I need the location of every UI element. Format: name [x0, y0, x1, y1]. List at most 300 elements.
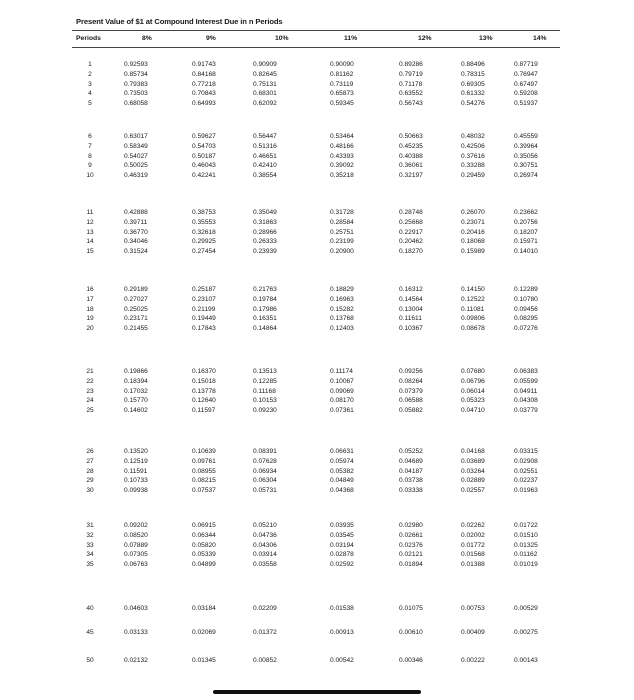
- value-cell: 0.00409: [461, 629, 485, 636]
- value-cell: 0.79383: [124, 80, 148, 88]
- value-cell: 0.03914: [253, 551, 277, 559]
- value-cell: 0.77218: [192, 80, 216, 88]
- value-cell: 0.29925: [192, 238, 216, 246]
- value-cell: 0.92593: [124, 61, 148, 68]
- value-cell: 0.48166: [330, 142, 354, 150]
- value-cell: 0.07361: [330, 407, 354, 415]
- period-cell: 28: [86, 467, 94, 475]
- value-cell: 0.12289: [514, 286, 538, 293]
- value-cell: 0.02551: [514, 467, 538, 475]
- value-cell: 0.61332: [461, 90, 485, 98]
- header-rate-10: 10%: [275, 35, 289, 42]
- value-cell: 0.88496: [461, 61, 485, 68]
- value-cell: 0.39964: [514, 142, 538, 150]
- value-cell: 0.13513: [253, 368, 277, 375]
- period-cell: 6: [88, 133, 92, 140]
- value-cell: 0.85734: [124, 70, 148, 78]
- value-cell: 0.06796: [461, 377, 485, 385]
- value-cell: 0.06588: [399, 397, 423, 405]
- value-cell: 0.69305: [461, 80, 485, 88]
- value-cell: 0.11174: [330, 368, 353, 375]
- period-cell: 23: [86, 387, 94, 395]
- value-cell: 0.22917: [399, 228, 423, 236]
- value-cell: 0.45559: [514, 133, 538, 140]
- value-cell: 0.42888: [124, 209, 148, 216]
- value-cell: 0.13520: [124, 448, 148, 455]
- value-cell: 0.02209: [253, 605, 277, 612]
- table-title: Present Value of $1 at Compound Interest Due in n Periods: [76, 17, 283, 26]
- value-cell: 0.19449: [192, 315, 216, 323]
- value-cell: 0.25187: [192, 286, 216, 293]
- value-cell: 0.13768: [330, 315, 354, 323]
- value-cell: 0.08678: [461, 325, 485, 333]
- period-cell: 32: [86, 531, 94, 539]
- value-cell: 0.18207: [514, 228, 538, 236]
- value-cell: 0.01538: [330, 605, 354, 612]
- value-cell: 0.03194: [330, 541, 354, 549]
- period-cell: 34: [86, 551, 94, 559]
- value-cell: 0.11597: [192, 407, 216, 415]
- value-cell: 0.25751: [330, 228, 354, 236]
- value-cell: 0.16370: [192, 368, 216, 375]
- value-cell: 0.59345: [330, 100, 354, 108]
- value-cell: 0.00275: [514, 629, 538, 636]
- period-cell: 10: [86, 172, 94, 180]
- value-cell: 0.01894: [399, 561, 423, 569]
- value-cell: 0.23107: [192, 295, 216, 303]
- value-cell: 0.00346: [399, 657, 423, 664]
- value-cell: 0.05382: [330, 467, 354, 475]
- period-cell: 1: [88, 61, 92, 68]
- value-cell: 0.14150: [461, 286, 485, 293]
- value-cell: 0.07276: [514, 325, 538, 333]
- value-cell: 0.73503: [124, 90, 148, 98]
- value-cell: 0.63017: [124, 133, 148, 140]
- value-cell: 0.01388: [461, 561, 485, 569]
- value-cell: 0.15971: [514, 238, 538, 246]
- value-cell: 0.02592: [330, 561, 354, 569]
- value-cell: 0.06631: [330, 448, 354, 455]
- value-cell: 0.28584: [330, 218, 354, 226]
- value-cell: 0.10780: [514, 295, 538, 303]
- header-rate-13: 13%: [479, 35, 493, 42]
- value-cell: 0.03545: [330, 531, 354, 539]
- value-cell: 0.20462: [399, 238, 423, 246]
- period-cell: 5: [88, 100, 92, 108]
- value-cell: 0.06014: [461, 387, 485, 395]
- period-cell: 2: [88, 70, 92, 78]
- value-cell: 0.23662: [514, 209, 538, 216]
- value-cell: 0.14564: [399, 295, 423, 303]
- value-cell: 0.36061: [399, 162, 423, 170]
- value-cell: 0.08520: [124, 531, 148, 539]
- value-cell: 0.16963: [330, 295, 354, 303]
- value-cell: 0.11591: [124, 467, 148, 475]
- value-cell: 0.20900: [330, 248, 354, 256]
- period-cell: 21: [86, 368, 94, 375]
- value-cell: 0.21763: [253, 286, 277, 293]
- period-cell: 8: [88, 152, 92, 160]
- value-cell: 0.12285: [253, 377, 277, 385]
- period-cell: 26: [86, 448, 94, 455]
- value-cell: 0.17032: [124, 387, 148, 395]
- value-cell: 0.03133: [124, 629, 148, 636]
- value-cell: 0.27027: [124, 295, 148, 303]
- value-cell: 0.01162: [514, 551, 538, 559]
- value-cell: 0.18394: [124, 377, 148, 385]
- period-cell: 13: [86, 228, 94, 236]
- period-cell: 24: [86, 397, 94, 405]
- value-cell: 0.00852: [253, 657, 277, 664]
- value-cell: 0.12522: [461, 295, 485, 303]
- value-cell: 0.28966: [253, 228, 277, 236]
- value-cell: 0.02557: [461, 487, 485, 495]
- value-cell: 0.15989: [461, 248, 485, 256]
- table-row: [72, 98, 560, 109]
- value-cell: 0.28748: [399, 209, 423, 216]
- value-cell: 0.38554: [253, 172, 277, 180]
- value-cell: 0.23071: [461, 218, 485, 226]
- table-row: [72, 655, 560, 666]
- period-cell: 25: [86, 407, 94, 415]
- value-cell: 0.00542: [330, 657, 354, 664]
- value-cell: 0.09456: [514, 305, 538, 313]
- value-cell: 0.78315: [461, 70, 485, 78]
- value-cell: 0.11611: [399, 315, 422, 323]
- header-periods: Periods: [76, 35, 101, 42]
- value-cell: 0.04736: [253, 531, 277, 539]
- value-cell: 0.29189: [124, 286, 148, 293]
- period-cell: 7: [88, 142, 92, 150]
- period-cell: 33: [86, 541, 94, 549]
- period-cell: 19: [86, 315, 94, 323]
- value-cell: 0.18829: [330, 286, 354, 293]
- value-cell: 0.21199: [192, 305, 216, 313]
- value-cell: 0.90909: [253, 61, 277, 68]
- value-cell: 0.01019: [514, 561, 538, 569]
- header-rate-9: 9%: [206, 35, 216, 42]
- value-cell: 0.70843: [192, 90, 216, 98]
- value-cell: 0.17986: [253, 305, 277, 313]
- period-cell: 3: [88, 80, 92, 88]
- value-cell: 0.00529: [514, 605, 538, 612]
- home-indicator[interactable]: [213, 690, 421, 694]
- period-cell: 4: [88, 90, 92, 98]
- value-cell: 0.05210: [253, 522, 277, 529]
- value-cell: 0.04368: [330, 487, 354, 495]
- value-cell: 0.20756: [514, 218, 538, 226]
- value-cell: 0.08215: [192, 477, 216, 485]
- value-cell: 0.10733: [124, 477, 148, 485]
- value-cell: 0.10639: [192, 448, 216, 455]
- value-cell: 0.02980: [399, 522, 423, 529]
- value-cell: 0.75131: [253, 80, 277, 88]
- value-cell: 0.00222: [461, 657, 485, 664]
- value-cell: 0.39092: [330, 162, 354, 170]
- value-cell: 0.79719: [399, 70, 423, 78]
- value-cell: 0.08264: [399, 377, 423, 385]
- period-cell: 14: [86, 238, 94, 246]
- value-cell: 0.05339: [192, 551, 216, 559]
- table-row: [72, 405, 560, 416]
- value-cell: 0.16351: [253, 315, 277, 323]
- value-cell: 0.35553: [192, 218, 216, 226]
- value-cell: 0.01963: [514, 487, 538, 495]
- table-row: [72, 485, 560, 496]
- value-cell: 0.21455: [124, 325, 148, 333]
- value-cell: 0.02121: [399, 551, 423, 559]
- value-cell: 0.01372: [253, 629, 277, 636]
- value-cell: 0.25025: [124, 305, 148, 313]
- value-cell: 0.18068: [461, 238, 485, 246]
- value-cell: 0.04168: [461, 448, 485, 455]
- value-cell: 0.23199: [330, 238, 354, 246]
- value-cell: 0.54703: [192, 142, 216, 150]
- value-cell: 0.02002: [461, 531, 485, 539]
- period-cell: 27: [86, 457, 94, 465]
- value-cell: 0.04187: [399, 467, 423, 475]
- value-cell: 0.10067: [330, 377, 354, 385]
- value-cell: 0.51937: [514, 100, 538, 108]
- value-cell: 0.04308: [514, 397, 538, 405]
- value-cell: 0.89286: [399, 61, 423, 68]
- value-cell: 0.09230: [253, 407, 277, 415]
- value-cell: 0.05252: [399, 448, 423, 455]
- table-row: [72, 627, 560, 638]
- value-cell: 0.05820: [192, 541, 216, 549]
- value-cell: 0.32197: [399, 172, 423, 180]
- value-cell: 0.09202: [124, 522, 148, 529]
- value-cell: 0.30751: [514, 162, 538, 170]
- value-cell: 0.27454: [192, 248, 216, 256]
- value-cell: 0.35218: [330, 172, 354, 180]
- table-row: [72, 170, 560, 181]
- value-cell: 0.04306: [253, 541, 277, 549]
- value-cell: 0.02661: [399, 531, 423, 539]
- value-cell: 0.32618: [192, 228, 216, 236]
- value-cell: 0.73119: [330, 80, 354, 88]
- present-value-table-page: [72, 0, 560, 700]
- value-cell: 0.59627: [192, 133, 216, 140]
- value-cell: 0.46043: [192, 162, 216, 170]
- value-cell: 0.67497: [514, 80, 538, 88]
- period-cell: 31: [86, 522, 94, 529]
- value-cell: 0.11081: [461, 305, 485, 313]
- value-cell: 0.05323: [461, 397, 485, 405]
- value-cell: 0.12403: [330, 325, 354, 333]
- value-cell: 0.02262: [461, 522, 485, 529]
- period-cell: 40: [86, 605, 94, 612]
- value-cell: 0.81162: [330, 70, 354, 78]
- value-cell: 0.07537: [192, 487, 216, 495]
- value-cell: 0.87719: [514, 61, 538, 68]
- value-cell: 0.08955: [192, 467, 216, 475]
- period-cell: 16: [86, 286, 94, 293]
- value-cell: 0.05599: [514, 377, 538, 385]
- value-cell: 0.14602: [124, 407, 148, 415]
- value-cell: 0.82645: [253, 70, 277, 78]
- value-cell: 0.04603: [124, 605, 148, 612]
- period-cell: 50: [86, 657, 94, 664]
- value-cell: 0.46651: [253, 152, 277, 160]
- header-rate-8: 8%: [142, 35, 152, 42]
- value-cell: 0.40388: [399, 152, 423, 160]
- value-cell: 0.45235: [399, 142, 423, 150]
- value-cell: 0.06383: [514, 368, 538, 375]
- value-cell: 0.04899: [192, 561, 216, 569]
- value-cell: 0.07305: [124, 551, 148, 559]
- value-cell: 0.01075: [399, 605, 423, 612]
- value-cell: 0.02889: [461, 477, 485, 485]
- value-cell: 0.00753: [461, 605, 485, 612]
- value-cell: 0.04689: [399, 457, 423, 465]
- value-cell: 0.05882: [399, 407, 423, 415]
- value-cell: 0.39711: [124, 218, 148, 226]
- value-cell: 0.11168: [253, 387, 276, 395]
- value-cell: 0.19784: [253, 295, 277, 303]
- value-cell: 0.20416: [461, 228, 485, 236]
- value-cell: 0.08391: [253, 448, 277, 455]
- table-body: [72, 0, 560, 700]
- value-cell: 0.31524: [124, 248, 148, 256]
- value-cell: 0.59208: [514, 90, 538, 98]
- value-cell: 0.02908: [514, 457, 538, 465]
- value-cell: 0.15282: [330, 305, 354, 313]
- value-cell: 0.84168: [192, 70, 216, 78]
- value-cell: 0.01325: [514, 541, 538, 549]
- value-cell: 0.06915: [192, 522, 216, 529]
- value-cell: 0.02132: [124, 657, 148, 664]
- value-cell: 0.02237: [514, 477, 538, 485]
- value-cell: 0.31728: [330, 209, 354, 216]
- value-cell: 0.01568: [461, 551, 485, 559]
- value-cell: 0.19866: [124, 368, 148, 375]
- value-cell: 0.50187: [192, 152, 216, 160]
- value-cell: 0.33288: [461, 162, 485, 170]
- value-cell: 0.03935: [330, 522, 354, 529]
- value-cell: 0.25668: [399, 218, 423, 226]
- value-cell: 0.04849: [330, 477, 354, 485]
- value-cell: 0.65873: [330, 90, 354, 98]
- period-cell: 20: [86, 325, 94, 333]
- value-cell: 0.02069: [192, 629, 216, 636]
- value-cell: 0.46319: [124, 172, 148, 180]
- value-cell: 0.01510: [514, 531, 538, 539]
- period-cell: 22: [86, 377, 94, 385]
- value-cell: 0.29459: [461, 172, 485, 180]
- header-rate-14: 14%: [533, 35, 547, 42]
- value-cell: 0.50025: [124, 162, 148, 170]
- value-cell: 0.09256: [399, 368, 423, 375]
- value-cell: 0.09761: [192, 457, 216, 465]
- value-cell: 0.10367: [399, 325, 423, 333]
- value-cell: 0.64993: [192, 100, 216, 108]
- value-cell: 0.00610: [399, 629, 423, 636]
- table-row: [72, 603, 560, 614]
- value-cell: 0.42241: [192, 172, 216, 180]
- value-cell: 0.15018: [192, 377, 216, 385]
- value-cell: 0.12519: [124, 457, 148, 465]
- value-cell: 0.35049: [253, 209, 277, 216]
- value-cell: 0.50663: [399, 133, 423, 140]
- value-cell: 0.63552: [399, 90, 423, 98]
- value-cell: 0.02878: [330, 551, 354, 559]
- value-cell: 0.76947: [514, 70, 538, 78]
- value-cell: 0.53464: [330, 133, 354, 140]
- period-cell: 29: [86, 477, 94, 485]
- value-cell: 0.06344: [192, 531, 216, 539]
- period-cell: 30: [86, 487, 94, 495]
- value-cell: 0.00143: [514, 657, 538, 664]
- period-cell: 35: [86, 561, 94, 569]
- table-row: [72, 559, 560, 570]
- value-cell: 0.01772: [461, 541, 485, 549]
- value-cell: 0.07379: [399, 387, 423, 395]
- value-cell: 0.15770: [124, 397, 148, 405]
- value-cell: 0.16312: [399, 286, 423, 293]
- value-cell: 0.23171: [124, 315, 148, 323]
- value-cell: 0.04710: [461, 407, 485, 415]
- value-cell: 0.04911: [514, 387, 538, 395]
- value-cell: 0.34046: [124, 238, 148, 246]
- value-cell: 0.07680: [461, 368, 485, 375]
- period-cell: 45: [86, 629, 94, 636]
- period-cell: 15: [86, 248, 94, 256]
- value-cell: 0.06934: [253, 467, 277, 475]
- value-cell: 0.58349: [124, 142, 148, 150]
- table-row: [72, 323, 560, 334]
- value-cell: 0.12640: [192, 397, 216, 405]
- value-cell: 0.90090: [330, 61, 354, 68]
- value-cell: 0.14010: [514, 248, 538, 256]
- value-cell: 0.43393: [330, 152, 354, 160]
- value-cell: 0.03779: [514, 407, 538, 415]
- value-cell: 0.31863: [253, 218, 277, 226]
- value-cell: 0.42410: [253, 162, 277, 170]
- value-cell: 0.05974: [330, 457, 354, 465]
- value-cell: 0.06304: [253, 477, 277, 485]
- value-cell: 0.06763: [124, 561, 148, 569]
- table-row: [72, 246, 560, 257]
- value-cell: 0.42506: [461, 142, 485, 150]
- value-cell: 0.18270: [399, 248, 423, 256]
- value-cell: 0.03558: [253, 561, 277, 569]
- value-cell: 0.51316: [253, 142, 277, 150]
- value-cell: 0.03184: [192, 605, 216, 612]
- period-cell: 17: [86, 295, 94, 303]
- value-cell: 0.01722: [514, 522, 538, 529]
- value-cell: 0.03689: [461, 457, 485, 465]
- header-rate-12: 12%: [418, 35, 432, 42]
- period-cell: 12: [86, 218, 94, 226]
- value-cell: 0.03315: [514, 448, 538, 455]
- value-cell: 0.01345: [192, 657, 216, 664]
- value-cell: 0.13004: [399, 305, 423, 313]
- value-cell: 0.26333: [253, 238, 277, 246]
- value-cell: 0.56743: [399, 100, 423, 108]
- value-cell: 0.10153: [253, 397, 277, 405]
- value-cell: 0.07889: [124, 541, 148, 549]
- header-rate-11: 11%: [344, 35, 358, 42]
- value-cell: 0.68301: [253, 90, 277, 98]
- value-cell: 0.23939: [253, 248, 277, 256]
- value-cell: 0.68058: [124, 100, 148, 108]
- value-cell: 0.09069: [330, 387, 354, 395]
- value-cell: 0.05731: [253, 487, 277, 495]
- period-cell: 18: [86, 305, 94, 313]
- value-cell: 0.56447: [253, 133, 277, 140]
- value-cell: 0.54276: [461, 100, 485, 108]
